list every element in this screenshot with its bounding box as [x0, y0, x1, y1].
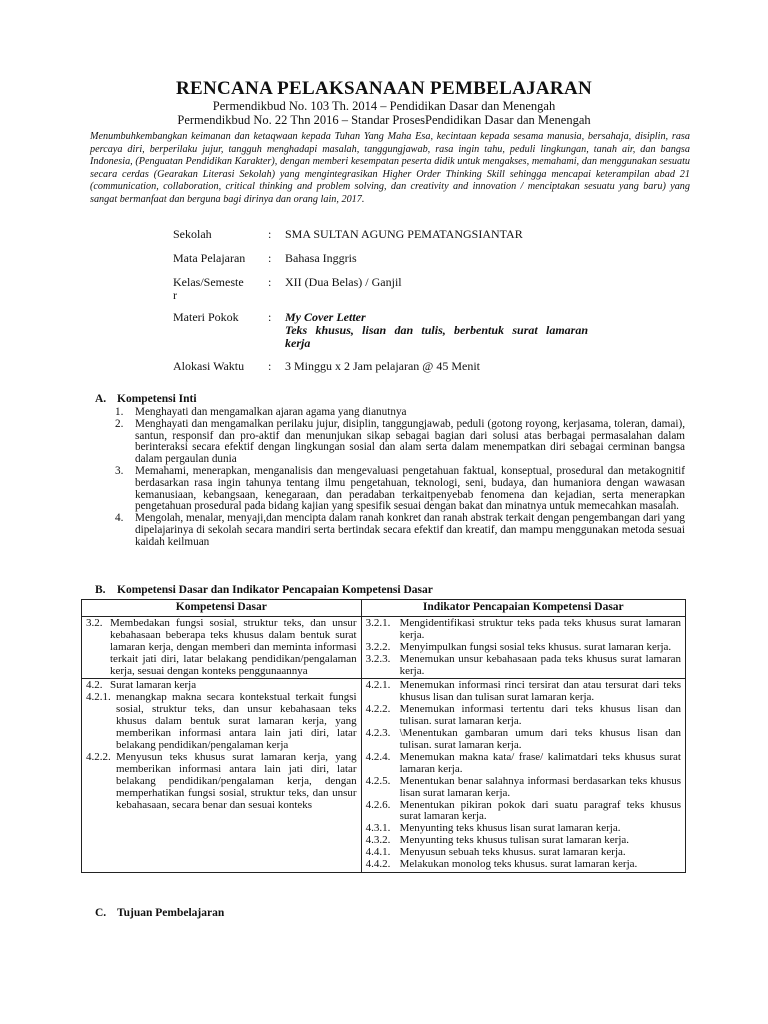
info-label: Sekolah — [173, 227, 212, 241]
kd-subtext: menangkap makna secara kontekstual terkait fungsi sosial, struktur teks, dan unsur kebahasaan teks khusus dalam bentuk surat lamaran kerja, yang memberikan informasi antara lain jati diri, latar belakang pendidikan/pengalaman kerja — [116, 691, 357, 751]
info-value: 3 Minggu x 2 Jam pelajaran @ 45 Menit — [285, 359, 481, 373]
column-header: Kompetensi Dasar — [82, 600, 362, 617]
section-b-heading — [95, 584, 433, 596]
info-value-subtopic: Teks khusus, lisan dan tulis, berbentuk surat lamaran — [285, 323, 588, 337]
list-item — [115, 466, 685, 513]
list-text: Memahami, menerapkan, menganalisis dan mengevaluasi pengetahuan faktual, konseptual, prosedural dan metakognitif berdasarkan rasa ingin tahunya tentang ilmu pengetahuan, teknologi, seni, budaya, dan humaniora dengan wawasan kemanusiaan, kebangsaan, kenegaraan, dan peradaban terkaitpenyebab fenomena dan kejadian, serta menerapkan pengetahuan prosedural pada bidang kajian yang spesifik sesuai dengan bakat dan minatnya untuk memecahkan masalah. — [135, 464, 685, 513]
kd-subnumber: 4.2.2. — [86, 750, 111, 763]
kd-text: Surat lamaran kerja — [110, 679, 197, 692]
list-item — [115, 419, 685, 466]
info-value-topic: My Cover Letter — [285, 310, 366, 324]
kd-indicator-table — [81, 599, 686, 873]
indicator-number: 3.2.3. — [365, 652, 391, 665]
list-number: 3. — [115, 464, 124, 477]
info-value: SMA SULTAN AGUNG PEMATANGSIANTAR — [285, 227, 523, 241]
table-row — [82, 616, 686, 679]
indicator-text: Melakukan monolog teks khusus. surat lamaran kerja. — [399, 858, 638, 871]
indicator-number: 4.2.6. — [365, 798, 391, 811]
info-value: Bahasa Inggris — [285, 251, 357, 265]
indicator-item — [366, 654, 681, 678]
kompetensi-inti-list — [115, 407, 685, 549]
indicator-text: Mengidentifikasi struktur teks pada teks khusus surat lamaran kerja. — [399, 616, 681, 641]
indicator-item — [366, 776, 681, 800]
table-header-row — [82, 600, 686, 617]
indicator-number: 4.2.5. — [365, 774, 391, 787]
indicator-number: 4.4.1. — [365, 846, 391, 859]
table-cell-indicators — [361, 616, 685, 679]
table-row — [82, 679, 686, 873]
info-label: Mata Pelajaran — [173, 251, 246, 265]
info-colon: : — [268, 359, 272, 373]
indicator-number: 3.2.2. — [365, 640, 391, 653]
indicator-number: 3.2.1. — [365, 616, 391, 629]
kd-subtext: Menyusun teks khusus surat lamaran kerja, yang memberikan informasi antara lain jati diri, latar belakang pendidikan/pengalaman kerja, dengan memperhatikan fungsi sosial, struktur teks, dan unsur kebahasaan, secara benar dan sesuai konteks — [116, 750, 357, 811]
indicator-number: 4.3.1. — [365, 822, 391, 835]
column-header: Indikator Pencapaian Kompetensi Dasar — [361, 600, 685, 617]
indicator-text: \Menentukan gambaran umum dari teks khusus lisan dan tulisan. surat lamaran kerja. — [399, 727, 681, 751]
regulation-line-2: Permendikbud No. 22 Thn 2016 – Standar ProsesPendidikan Dasar dan Menengah — [177, 113, 591, 127]
indicator-number: 4.4.2. — [365, 858, 391, 871]
info-colon: : — [268, 275, 272, 289]
indicator-item — [366, 618, 681, 642]
info-colon: : — [268, 251, 272, 265]
document-title: RENCANA PELAKSANAAN PEMBELAJARAN — [175, 78, 592, 99]
list-number: 4. — [115, 512, 124, 525]
kd-number: 4.2. — [86, 679, 103, 692]
list-text: Menghayati dan mengamalkan ajaran agama yang dianutnya — [135, 406, 407, 418]
indicator-text: Menyusun sebuah teks khusus. surat lamaran kerja. — [399, 846, 626, 859]
indicator-text: Menemukan unsur kebahasaan pada teks khusus surat lamaran kerja. — [399, 652, 681, 677]
indicator-text: Menentukan pikiran pokok dari suatu paragraf teks khusus surat lamaran kerja. — [399, 798, 681, 823]
kd-item — [86, 618, 357, 678]
list-number: 1. — [115, 406, 124, 418]
info-value-subtopic-cont: kerja — [285, 336, 311, 350]
info-label: Alokasi Waktu — [173, 359, 245, 373]
info-label-wrap: r — [173, 288, 177, 302]
indicator-number: 4.2.2. — [365, 703, 391, 716]
section-title: Kompetensi Inti — [117, 393, 197, 405]
indicator-item — [366, 728, 681, 752]
indicator-number: 4.2.4. — [365, 750, 391, 763]
indicator-text: Menemukan makna kata/ frase/ kalimatdari teks khusus surat lamaran kerja. — [399, 750, 681, 775]
indicator-item — [366, 704, 681, 728]
indicator-text: Menyimpulkan fungsi sosial teks khusus. surat lamaran kerja. — [399, 640, 672, 653]
section-a-heading — [95, 393, 197, 405]
indicator-text: Menyunting teks khusus lisan surat lamaran kerja. — [399, 822, 621, 835]
section-letter: C. — [95, 907, 107, 919]
indicator-item — [366, 800, 681, 824]
info-colon: : — [268, 227, 272, 241]
info-value: XII (Dua Belas) / Ganjil — [285, 275, 402, 289]
list-text: Mengolah, menalar, menyaji,dan mencipta dalam ranah konkret dan ranah abstrak terkait dengan pengembangan dari yang dipelajarinya di sekolah secara mandiri serta bertindak secara efektif dan kreatif, dan mampu menggunakan metoda sesuai kaidah keilmuan — [135, 512, 685, 548]
indicator-number: 4.2.1. — [365, 679, 391, 692]
intro-paragraph: Menumbuhkembangkan keimanan dan ketaqwaan kepada Tuhan Yang Maha Esa, kecintaan kepada sesama manusia, bersahaja, disiplin, rasa percaya diri, berperilaku jujur, tangguh menghadapi masalah, tanggungjawab, rasa ingin tahu, peduli lingkungan, tanah air, dan bangsa Indonesia, (Penguatan Pendidikan Karakter), dengan memberi kesempatan peserta didik untuk mengakses, memahami, dan menggunakan sesuatu secara cerdas (Gearakan Literasi Sekolah) yang mengintegrasikan Higher Order Thinking Skill sehingga mencapai keterampilan abad 21 (communication, collaboration, critical thinking and problem solving, dan creativity and innovation / menciptakan sesuatu yang baru) yang sangat bermanfaat dan berguna bagi dirinya dan orang lain, 2017. — [90, 131, 690, 205]
section-title: Tujuan Pembelajaran — [117, 907, 225, 919]
list-item — [115, 513, 685, 548]
indicator-number: 4.2.3. — [365, 727, 391, 740]
kd-subnumber: 4.2.1. — [86, 691, 111, 704]
kd-subitem — [86, 692, 357, 752]
kd-number: 3.2. — [86, 616, 103, 629]
section-c-heading — [95, 907, 224, 919]
indicator-text: Menentukan benar salahnya informasi berdasarkan teks khusus lisan surat lamaran kerja. — [399, 774, 681, 799]
indicator-item — [366, 859, 681, 871]
section-letter: A. — [95, 393, 107, 405]
list-text: Menghayati dan mengamalkan perilaku jujur, disiplin, tanggungjawab, peduli (gotong royong, kerjasama, toleran, damai), santun, responsif dan pro-aktif dan menunjukan sikap sebagai bagian dari solusi atas berbagai permasalahan dalam berinteraksi secara efektif dengan lingkungan sosial dan alam serta dalam menempatkan diri sebagai cerminan bangsa dalam pergaulan dunia — [135, 417, 685, 466]
regulation-line-1: Permendikbud No. 103 Th. 2014 – Pendidikan Dasar dan Menengah — [212, 99, 556, 113]
kd-text: Membedakan fungsi sosial, struktur teks, dan unsur kebahasaan beberapa teks khusus dalam bentuk surat lamaran kerja, dengan memberi dan meminta informasi terkait jati diri, latar belakang pendidikan/pengalaman kerja, sesuai dengan konteks penggunaannya — [110, 616, 357, 677]
indicator-number: 4.3.2. — [365, 834, 391, 847]
list-number: 2. — [115, 417, 124, 430]
indicator-text: Menemukan informasi rinci tersirat dan atau tersurat dari teks khusus lisan dan tulisan surat lamaran kerja. — [399, 679, 681, 704]
table-cell-kd — [82, 616, 362, 679]
indicator-item — [366, 680, 681, 704]
indicator-text: Menyunting teks khusus tulisan surat lamaran kerja. — [399, 834, 630, 847]
info-label: Materi Pokok — [173, 310, 239, 324]
indicator-text: Menemukan informasi tertentu dari teks khusus lisan dan tulisan. surat lamaran kerja. — [399, 703, 681, 728]
indicator-item — [366, 752, 681, 776]
table-cell-indicators — [361, 679, 685, 873]
section-letter: B. — [95, 584, 106, 596]
kd-subitem — [86, 752, 357, 812]
table-cell-kd — [82, 679, 362, 873]
info-label: Kelas/Semeste — [173, 275, 244, 289]
section-title: Kompetensi Dasar dan Indikator Pencapaian Kompetensi Dasar — [117, 584, 433, 596]
info-colon: : — [268, 310, 272, 324]
